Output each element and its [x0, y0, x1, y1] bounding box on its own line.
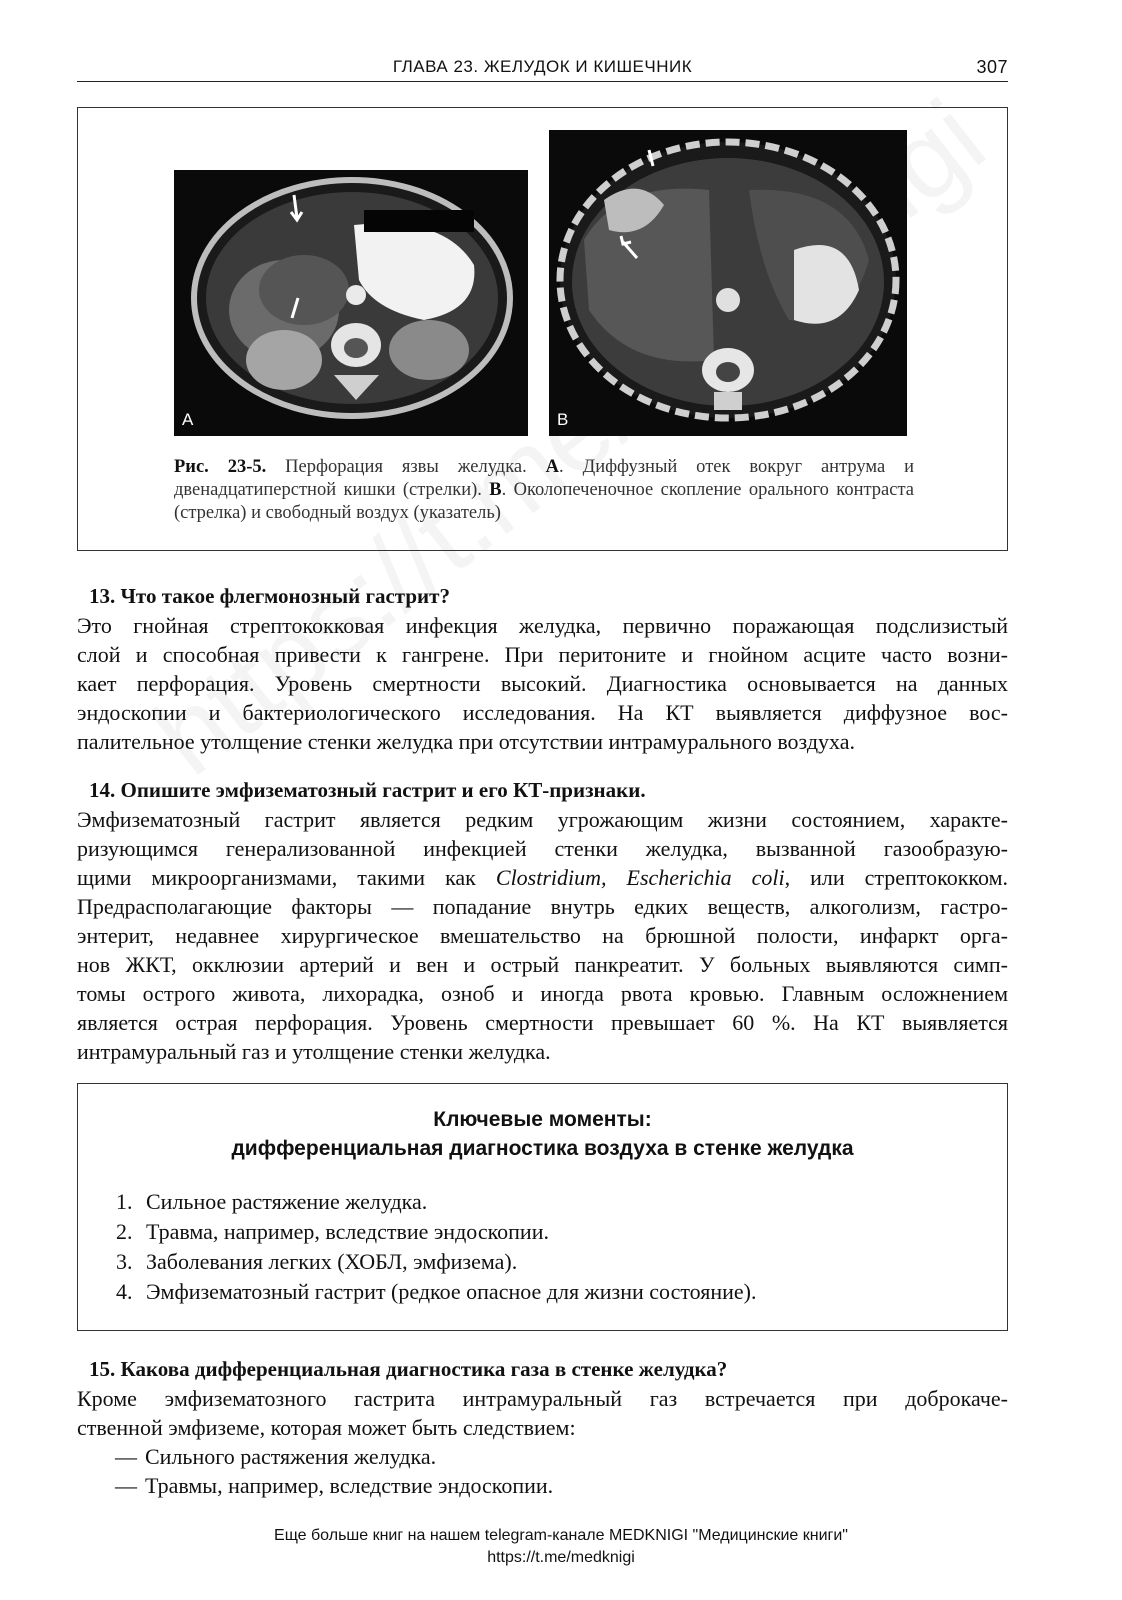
running-header [77, 55, 1008, 82]
panel-b-label: B [557, 410, 569, 429]
list-item: 4. Эмфизематозный гастрит (редкое опасное для жизни состояние). [116, 1279, 757, 1304]
ct-scan-a-drawing [174, 170, 528, 436]
list-item: 3. Заболевания легких (ХОБЛ, эмфизема). [116, 1249, 518, 1274]
footer [0, 1525, 1122, 1569]
q14-line: является острая перфорация. Уровень смертности превышает 60 %. На КТ выявляется [77, 1010, 1008, 1035]
question-13-title: 13. Что такое флегмонозный гастрит? [89, 584, 450, 608]
q15-dash-list [77, 1442, 1008, 1500]
q15-line: Кроме эмфизематозного гастрита интрамуральный газ встречается при доброкаче- [77, 1386, 1008, 1411]
q14-line: Эмфизематозный гастрит является редким угрожающим жизни состоянием, характе- [77, 807, 1008, 832]
question-15-title: 15. Какова дифференциальная диагностика газа в стенке желудка? [89, 1357, 728, 1381]
key-points-list [116, 1187, 757, 1307]
question-14-title: 14. Опишите эмфизематозный гастрит и его КТ-признаки. [89, 778, 646, 802]
q14-line: энтерит, недавнее хирургическое вмешательство на брюшной полости, инфаркт орга- [77, 923, 1008, 948]
footer-link[interactable]: https://t.me/medknigi [487, 1549, 635, 1566]
q13-line: палительное утолщение стенки желудка при отсутствии интрамурального воздуха. [77, 729, 856, 754]
caption-text-2: . Диффузный отек вокруг антрума и двенадцатиперстной кишки (стрелки). [174, 457, 914, 500]
q15-line: ственной эмфиземе, которая может быть следствием: [77, 1415, 576, 1440]
list-item: — Травмы, например, вследствие эндоскопии. [115, 1473, 554, 1498]
question-15-body [77, 1384, 1008, 1442]
list-item: 2. Травма, например, вследствие эндоскопии. [116, 1219, 549, 1244]
page-number: 307 [976, 57, 1008, 77]
question-15 [77, 1355, 1008, 1500]
q14-line: интрамуральный газ и утолщение стенки желудка. [77, 1039, 551, 1064]
footer-line-1: Еще больше книг на нашем telegram-канале MEDKNIGI "Медицинские книги" [274, 1527, 848, 1544]
caption-text-3: . Околопеченочное скопление орального контраста (стрелка) и свободный воздух (указатель) [174, 480, 914, 523]
q14-line: Предрасполагающие факторы — попадание внутрь едких веществ, алкоголизм, гастро- [77, 894, 1008, 919]
question-13 [77, 582, 1008, 756]
q13-line: эндоскопии и бактериологического исследования. На КТ выявляется диффузное вос- [77, 700, 1008, 725]
question-14 [77, 776, 1008, 1066]
q13-line: слой и способная привести к гангрене. При перитоните и гнойном асците часто возни- [77, 642, 1008, 667]
ct-scan-b-drawing [549, 130, 907, 436]
caption-text-1: Перфорация язвы желудка. [266, 457, 546, 477]
q13-line: кает перфорация. Уровень смертности высокий. Диагностика основывается на данных [77, 671, 1008, 696]
q14-line: ризующимся генерализованной инфекцией стенки желудка, вызванной газообразую- [77, 836, 1008, 861]
caption-fig-ref: Рис. 23-5. [174, 457, 267, 477]
key-points-box [77, 1083, 1008, 1331]
key-points-title: Ключевые моменты: [433, 1108, 652, 1131]
figure-23-5 [77, 107, 1008, 551]
list-item: 1. Сильное растяжение желудка. [116, 1189, 428, 1214]
question-13-body [77, 611, 1008, 756]
ct-scan-b-image [549, 130, 907, 436]
q14-line: щими микроорганизмами, такими как Clostridium, Escherichia coli, или стрептококком. [77, 865, 1008, 890]
panel-a-label: A [182, 410, 194, 429]
key-points-subtitle: дифференциальная диагностика воздуха в стенке желудка [231, 1137, 854, 1160]
figure-caption [174, 456, 914, 525]
q13-line: Это гнойная стрептококковая инфекция желудка, первично поражающая подслизистый [77, 613, 1008, 638]
ct-scan-a-image [174, 170, 528, 436]
q14-line: томы острого живота, лихорадка, озноб и иногда рвота кровью. Главным осложнением [77, 981, 1008, 1006]
list-item: — Сильного растяжения желудка. [115, 1444, 437, 1469]
chapter-title: ГЛАВА 23. ЖЕЛУДОК И КИШЕЧНИК [392, 57, 693, 76]
caption-b: B [489, 480, 502, 500]
caption-a: A [545, 457, 560, 477]
q14-line: нов ЖКТ, окклюзии артерий и вен и острый панкреатит. У больных выявляются симп- [77, 952, 1008, 977]
organism-names: Clostridium, Escherichia coli [495, 865, 785, 890]
question-14-body [77, 805, 1008, 1066]
